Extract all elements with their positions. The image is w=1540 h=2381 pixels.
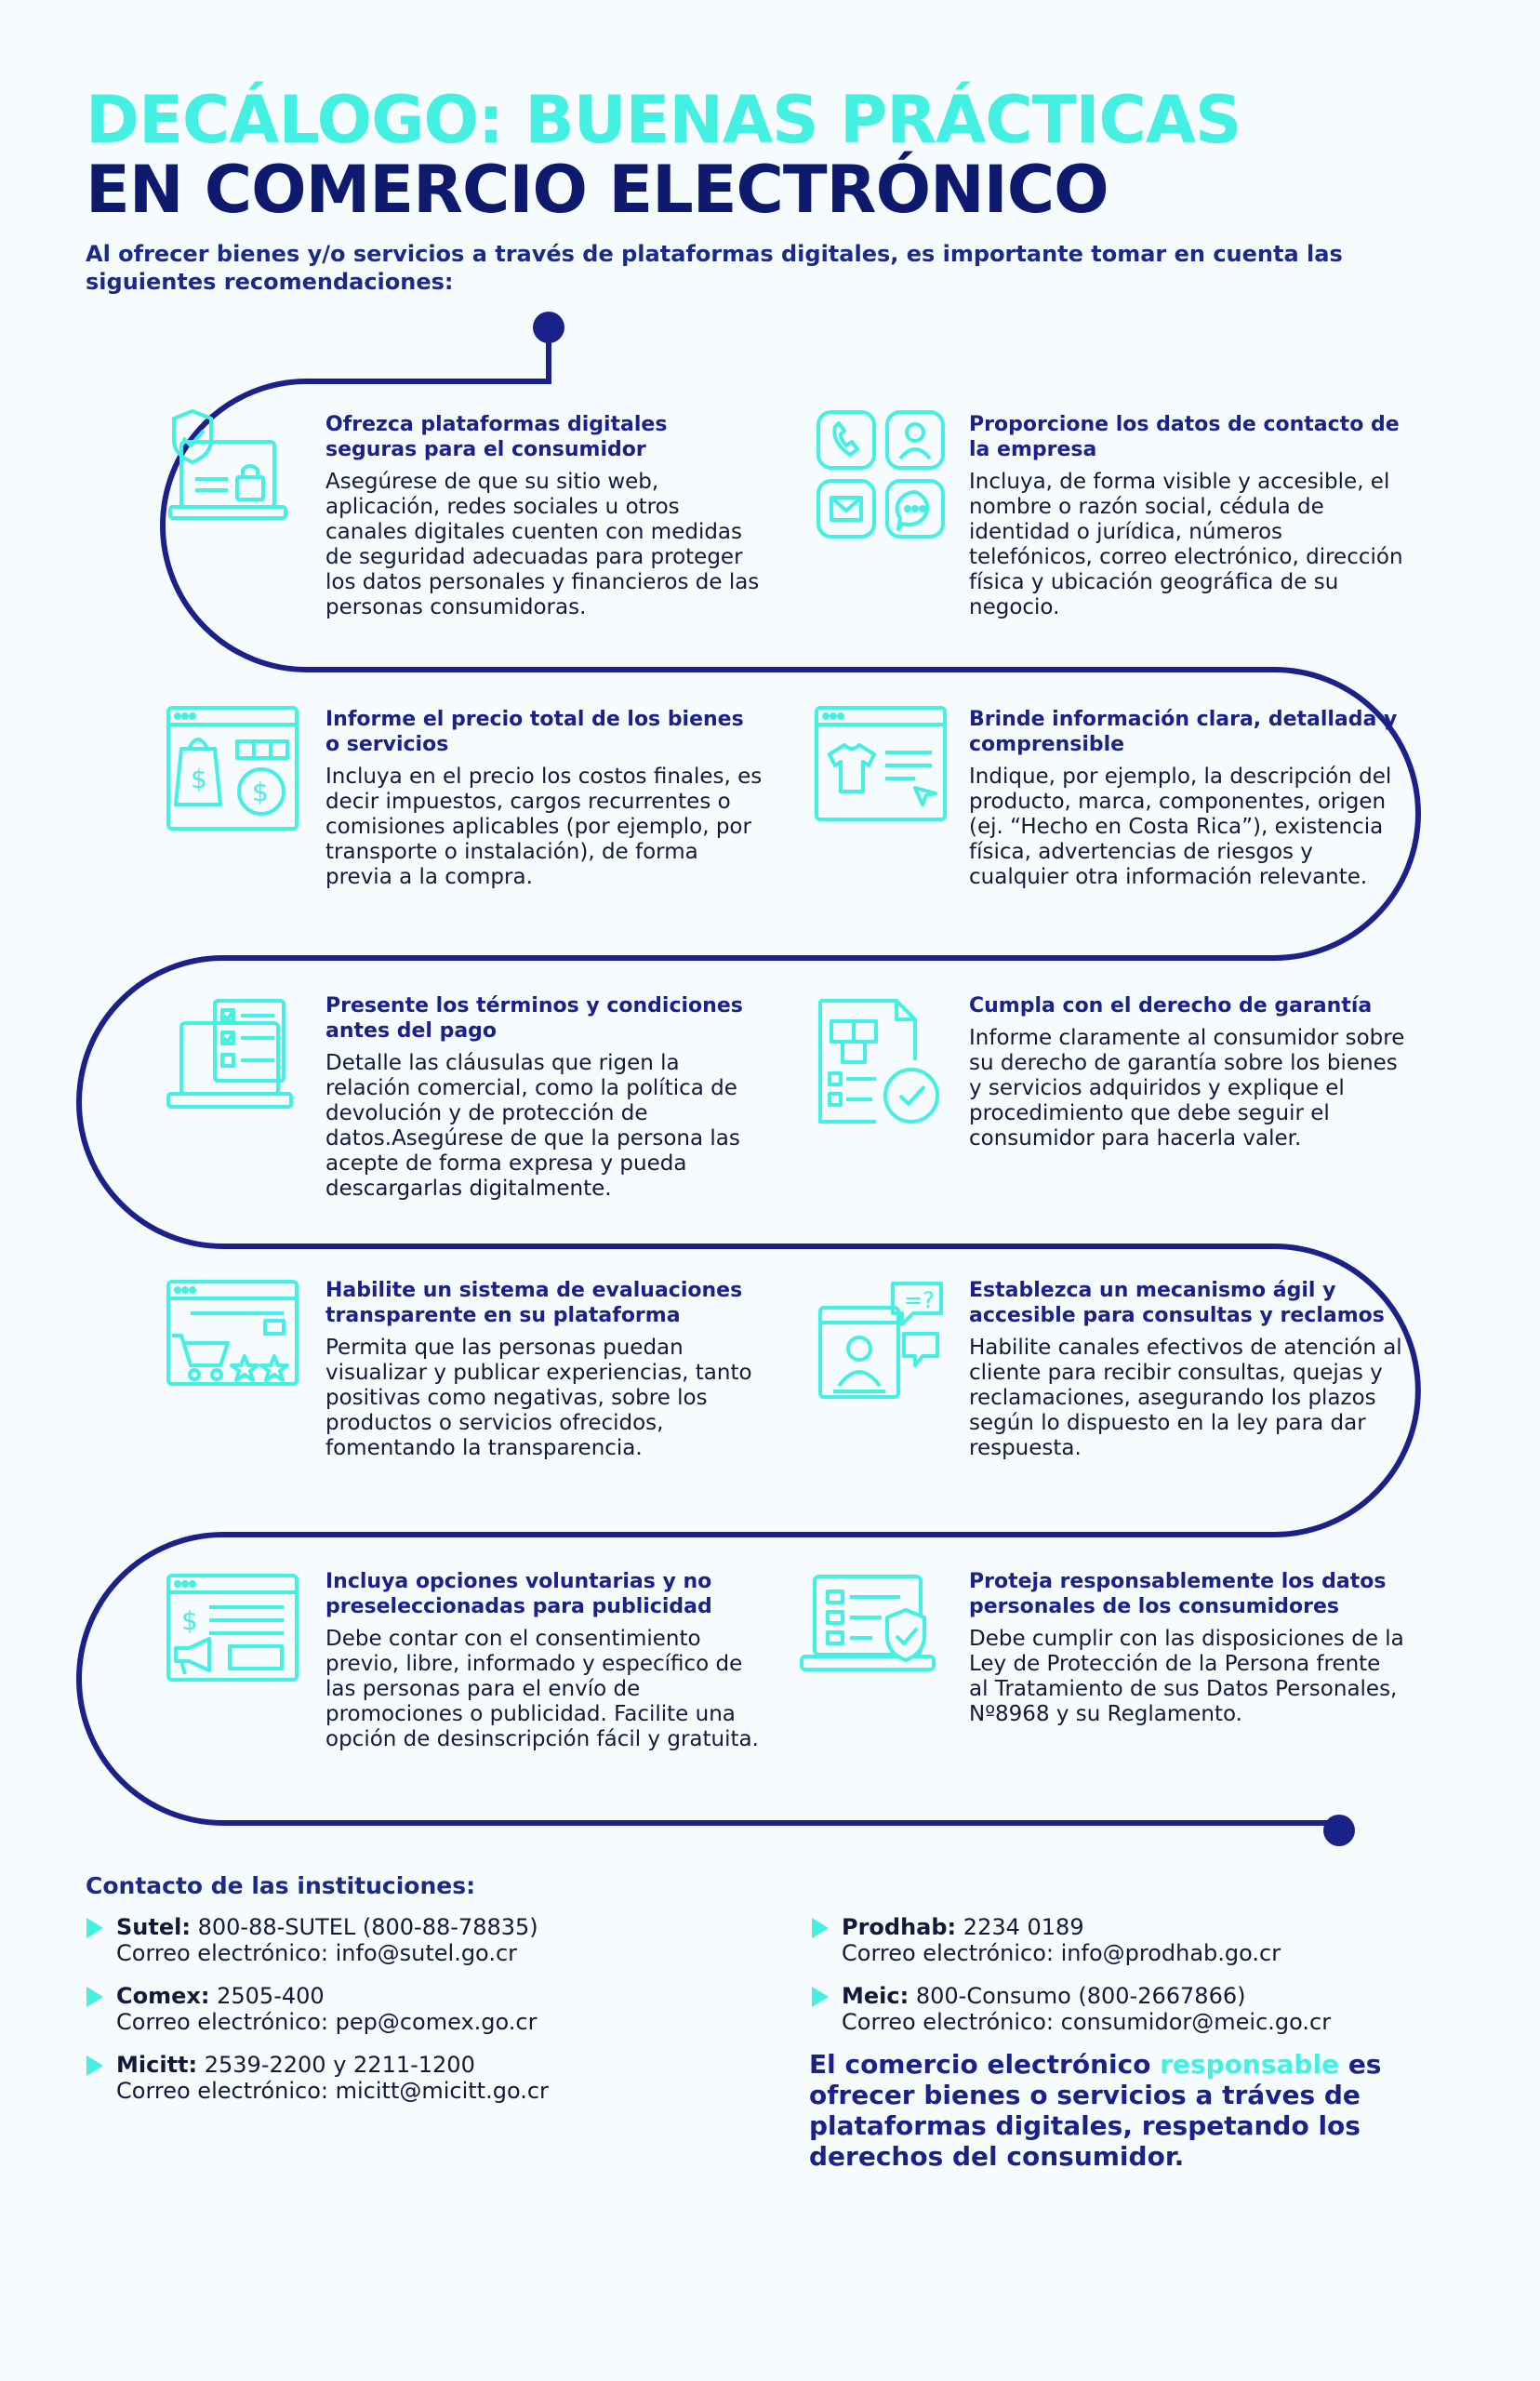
item-data-protection [969,1569,1406,1727]
terms-checklist-icon [163,995,302,1135]
item-secure-platforms [325,412,763,620]
contact-phone: 800-Consumo (800-2667866) [915,1983,1246,2009]
item-ratings-system [325,1278,763,1461]
closing-highlight: responsable [1160,2049,1340,2080]
contact-channels-icon [811,405,950,544]
item-warranty [969,993,1406,1151]
svg-text:$: $ [252,777,269,807]
path-start-dot [533,312,564,343]
item-body: Habilite canales efectivos de atención al cliente para recibir consultas, quejas y reclamaciones, asegurando los plazos según lo dispuesto en la ley para dar respuesta. [969,1336,1402,1460]
item-body: Incluya, de forma visible y accesible, el nombre o razón social, cédula de identidad o jurídica, números telefónicos, correo electrónico, dirección física y ubicación geográfica de su negocio. [969,470,1403,619]
item-title: Establezca un mecanismo ágil y accesible para consultas y reclamos [969,1279,1385,1327]
contact-prodhab [842,1914,1281,1966]
product-info-icon [811,702,950,842]
bullet-arrow-icon [812,1987,829,2007]
contact-phone: 2539-2200 y 2211-1200 [204,2052,475,2078]
contact-email[interactable]: info@prodhab.go.cr [1060,1940,1281,1966]
contact-name: Micitt: [116,2052,198,2078]
title-line-1: DECÁLOGO: BUENAS PRÁCTICAS [86,82,1241,158]
bullet-arrow-icon [812,1918,829,1938]
contact-name: Meic: [842,1983,909,2009]
item-body: Permita que las personas puedan visualizar y publicar experiencias, tanto positivas como negativas, sobre los productos o servicios ofrecidos, fomentando la transparencia. [325,1336,752,1460]
email-label: Correo electrónico: [116,2078,328,2104]
contact-email[interactable]: pep@comex.go.cr [335,2009,538,2035]
item-body: Indique, por ejemplo, la descripción del producto, marca, componentes, origen (ej. “Hecho en Costa Rica”), existencia física, advertencias de riesgos y cualquier otra información relevante. [969,765,1392,889]
contact-comex [116,1983,537,2035]
closing-statement [809,2049,1460,2172]
bullet-arrow-icon [86,1918,103,1938]
item-terms-conditions [325,993,763,1202]
item-body: Incluya en el precio los costos finales, es decir impuestos, cargos recurrentes o comisiones aplicables (por ejemplo, por transporte o instalación), de forma previa a la compra. [325,765,763,889]
contact-email[interactable]: micitt@micitt.go.cr [335,2078,549,2104]
email-label: Correo electrónico: [842,1940,1054,1966]
contact-email[interactable]: consumidor@meic.go.cr [1060,2009,1332,2035]
item-body: Debe cumplir con las disposiciones de la Ley de Protección de la Persona frente al Tratamiento de sus Datos Personales, Nº8968 y su Reglamento. [969,1627,1404,1726]
svg-text:$: $ [191,764,207,794]
svg-text:=?: =? [904,1287,935,1313]
item-clear-information [969,707,1406,890]
warranty-document-icon [811,995,950,1135]
item-advertising-options [325,1569,763,1752]
email-label: Correo electrónico: [116,1940,328,1966]
item-title: Presente los términos y condiciones antes del pago [325,994,743,1043]
item-title: Incluya opciones voluntarias y no preseleccionadas para publicidad [325,1570,712,1618]
contact-meic [842,1983,1331,2035]
contact-name: Comex: [116,1983,210,2009]
support-agent-icon [811,1276,950,1416]
item-body: Debe contar con el consentimiento previo, libre, informado y específico de las personas para el envío de promociones o publicidad. Facilite una opción de desinscripción fácil y gratuita. [325,1627,759,1751]
secure-laptop-icon [163,405,302,544]
title-line-2: EN COMERCIO ELECTRÓNICO [86,152,1109,228]
intro-text: Al ofrecer bienes y/o servicios a través de plataformas digitales, es importante tomar en cuenta las siguientes recomendaciones: [86,241,1343,295]
contact-phone: 800-88-SUTEL (800-88-78835) [197,1914,538,1940]
item-title: Cumpla con el derecho de garantía [969,994,1373,1018]
contact-name: Sutel: [116,1914,191,1940]
price-tag-icon [163,702,302,842]
path-end-dot [1323,1815,1355,1846]
item-title: Ofrezca plataformas digitales seguras para el consumidor [325,413,668,461]
contact-email[interactable]: info@sutel.go.cr [335,1940,518,1966]
data-protection-icon [798,1567,937,1707]
item-body: Asegúrese de que su sitio web, aplicación, redes sociales u otros canales digitales cuenten con medidas de seguridad adecuadas para proteger los datos personales y financieros de las personas consumidoras. [325,470,760,619]
contacts-heading: Contacto de las instituciones: [86,1872,476,1899]
item-title: Proporcione los datos de contacto de la empresa [969,413,1400,461]
bullet-arrow-icon [86,1987,103,2007]
email-label: Correo electrónico: [842,2009,1054,2035]
item-title: Brinde información clara, detallada y comprensible [969,708,1398,756]
contact-phone: 2505-400 [217,1983,325,2009]
item-contact-data [969,412,1406,620]
closing-part-1: El comercio electrónico [809,2049,1151,2080]
contact-name: Prodhab: [842,1914,957,1940]
ratings-cart-icon [163,1276,302,1416]
contact-phone: 2234 0189 [962,1914,1084,1940]
item-body: Informe claramente al consumidor sobre su derecho de garantía sobre los bienes y servicios adquiridos y explique el procedimiento que debe seguir el consumidor para hacerla valer. [969,1026,1405,1151]
bullet-arrow-icon [86,2055,103,2076]
item-body: Detalle las cláusulas que rigen la relación comercial, como la política de devolución y de protección de datos.Asegúrese de que la persona las acepte de forma expresa y pueda descargarlas digitalmente. [325,1051,740,1201]
item-title: Informe el precio total de los bienes o servicios [325,708,744,756]
item-claims-mechanism [969,1278,1406,1461]
contact-micitt [116,2052,549,2104]
email-label: Correo electrónico: [116,2009,328,2035]
advertising-opt-in-icon [163,1570,302,1709]
contact-sutel [116,1914,538,1966]
svg-text:$: $ [181,1605,198,1636]
closing-part-2: es ofrecer bienes o servicios a tráves de plataformas digitales, respetando los derechos del consumidor. [809,2049,1382,2172]
item-total-price [325,707,763,890]
item-title: Habilite un sistema de evaluaciones transparente en su plataforma [325,1279,743,1327]
item-title: Proteja responsablemente los datos personales de los consumidores [969,1570,1387,1618]
